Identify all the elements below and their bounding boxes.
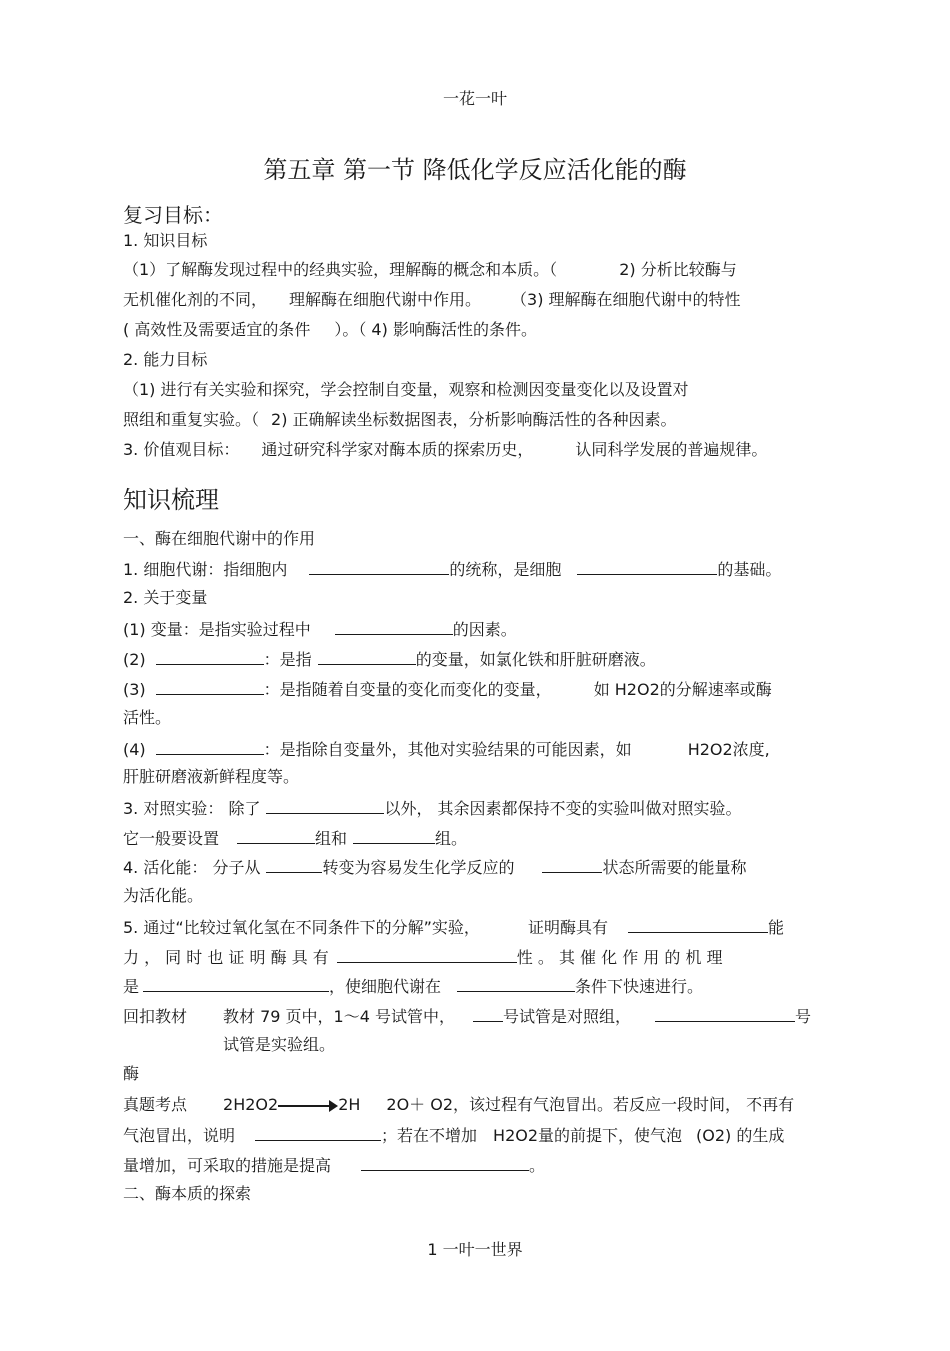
blank-10[interactable] (353, 825, 435, 844)
text: 的变量，如氯化铁和肝脏研磨液。 (415, 650, 656, 669)
text: 教材 79 页中，1～4 号试管中， (223, 1007, 455, 1026)
text: 是 (123, 977, 140, 996)
text: 性 。 其 催 化 作 用 的 机 理 (516, 948, 723, 967)
text: ；若在不增加 (381, 1126, 478, 1145)
text: (1) 变量：是指实验过程中 (123, 620, 311, 639)
blank-16[interactable] (457, 973, 575, 992)
text: 3. 对照实验： 除了 (123, 799, 261, 818)
real-exam-line-1 (123, 1093, 794, 1117)
text: 4. 活化能： 分子从 (123, 858, 261, 877)
text: 2H (338, 1095, 361, 1114)
enzyme-label: 酶 (123, 1064, 140, 1083)
reaction-arrow-icon (278, 1100, 338, 1112)
text: 。 (529, 1156, 546, 1175)
section-2-title: 二、酶本质的探索 (123, 1184, 252, 1203)
blank-18[interactable] (655, 1003, 795, 1022)
page-header: 一花一叶 (442, 89, 507, 108)
text: 号试管是对照组， (503, 1007, 632, 1026)
knowledge-heading: 知识梳理 (123, 486, 219, 514)
text: 照组和重复实验。（ (123, 410, 260, 429)
goal-3 (123, 438, 767, 462)
text: 气泡冒出，说明 (123, 1126, 236, 1145)
item-2-1 (123, 616, 517, 640)
blank-20[interactable] (361, 1152, 529, 1171)
item-2-4 (123, 736, 770, 760)
text: ：是指 (263, 650, 312, 669)
item-3-cont (123, 825, 467, 849)
text: ：是指随着自变量的变化而变化的变量， (263, 680, 552, 699)
goal-1-line-2 (123, 288, 741, 312)
blank-17[interactable] (473, 1003, 503, 1022)
text: 力 ， 同 时 也 证 明 酶 具 有 (123, 948, 329, 967)
text: 条件下快速进行。 (575, 977, 704, 996)
text: 的基础。 (717, 560, 782, 579)
item-2-3-cont: 活性。 (123, 708, 172, 727)
text: (3) (123, 680, 146, 699)
item-2-2 (123, 646, 656, 670)
blank-6[interactable] (156, 676, 264, 695)
back-to-textbook (123, 1003, 811, 1027)
goal-2-title: 2. 能力目标 (123, 350, 208, 369)
text: 真题考点 (123, 1095, 188, 1114)
text: 组和 (315, 829, 348, 848)
text: 理解酶在细胞代谢中作用。 (289, 290, 482, 309)
text: H2O2量的前提下，使气泡 (493, 1126, 683, 1145)
blank-8[interactable] (266, 795, 384, 814)
item-1 (123, 556, 781, 580)
text: 回扣教材 (123, 1007, 188, 1026)
text: 如 H2O2的分解速率或酶 (593, 680, 772, 699)
text: H2O2浓度, (687, 740, 770, 759)
page-footer: 1 一叶一世界 (427, 1240, 523, 1259)
text: 以外， 其余因素都保持不变的实验叫做对照实验。 (384, 799, 742, 818)
text: (4) (123, 740, 146, 759)
blank-9[interactable] (237, 825, 315, 844)
text: 2H2O2 (223, 1095, 279, 1114)
text: 无机催化剂的不同， (123, 290, 268, 309)
blank-4[interactable] (156, 646, 264, 665)
item-5-line-3 (123, 973, 703, 997)
item-5 (123, 914, 784, 938)
item-2-4-cont: 肝脏研磨液新鲜程度等。 (123, 767, 300, 786)
text: 2) 分析比较酶与 (619, 260, 737, 279)
section-1-title: 一、酶在细胞代谢中的作用 (123, 529, 316, 548)
blank-7[interactable] (156, 736, 264, 755)
blank-19[interactable] (255, 1122, 381, 1141)
text: 5. 通过“比较过氧化氢在不同条件下的分解”实验， (123, 918, 480, 937)
item-4 (123, 854, 746, 878)
blank-1[interactable] (309, 556, 449, 575)
text: （1）了解酶发现过程中的经典实验，理解酶的概念和本质。（ (123, 260, 558, 279)
text: ：是指除自变量外，其他对实验结果的可能因素，如 (263, 740, 632, 759)
text: 认同科学发展的普遍规律。 (575, 440, 768, 459)
text: 状态所需要的能量称 (602, 858, 747, 877)
blank-14[interactable] (337, 944, 517, 963)
blank-12[interactable] (542, 854, 602, 873)
text: 1. 细胞代谢：指细胞内 (123, 560, 288, 579)
text: ，使细胞代谢在 (329, 977, 442, 996)
text: 通过研究科学家对酶本质的探索历史， (261, 440, 534, 459)
goal-1-line-1 (123, 258, 737, 282)
text: 2) 正确解读坐标数据图表，分析影响酶活性的各种因素。 (271, 410, 677, 429)
review-heading: 复习目标： (123, 203, 223, 227)
blank-3[interactable] (335, 616, 453, 635)
text: 量增加，可采取的措施是提高 (123, 1156, 332, 1175)
text: 号 (795, 1007, 812, 1026)
real-exam-line-3 (123, 1152, 545, 1176)
text: 能 (767, 918, 784, 937)
text: ( 高效性及需要适宜的条件 (123, 320, 311, 339)
text: 的统称，是细胞 (449, 560, 562, 579)
text: 证明酶具有 (527, 918, 608, 937)
text: 的因素。 (452, 620, 517, 639)
blank-5[interactable] (318, 646, 416, 665)
item-2-3 (123, 676, 772, 700)
blank-2[interactable] (577, 556, 717, 575)
item-4-cont: 为活化能。 (123, 886, 204, 905)
blank-15[interactable] (143, 973, 329, 992)
text: 2O＋ O2，该过程有气泡冒出。若反应一段时间， 不再有 (386, 1095, 795, 1114)
text: 组。 (435, 829, 468, 848)
text: (O2) 的生成 (696, 1126, 785, 1145)
page-title: 第五章 第一节 降低化学反应活化能的酶 (263, 156, 687, 184)
goal-2-line-1: （1) 进行有关实验和探究，学会控制自变量，观察和检测因变量变化以及设置对 (123, 380, 689, 399)
item-5-line-2 (123, 944, 723, 968)
item-3 (123, 795, 742, 819)
real-exam-line-2 (123, 1122, 784, 1146)
text: 它一般要设置 (123, 829, 220, 848)
text: (2) (123, 650, 146, 669)
text: ）。（ 4) 影响酶活性的条件。 (334, 320, 537, 339)
blank-13[interactable] (628, 914, 768, 933)
text: （3) 理解酶在细胞代谢中的特性 (511, 290, 741, 309)
goal-1-title: 1. 知识目标 (123, 231, 208, 250)
text: 转变为容易发生化学反应的 (322, 858, 515, 877)
back-to-textbook-cont: 试管是实验组。 (223, 1035, 336, 1054)
goal-2-line-2 (123, 408, 677, 432)
goal-1-line-3 (123, 318, 537, 342)
item-2: 2. 关于变量 (123, 588, 208, 607)
blank-11[interactable] (266, 854, 322, 873)
text: 3. 价值观目标： (123, 440, 240, 459)
